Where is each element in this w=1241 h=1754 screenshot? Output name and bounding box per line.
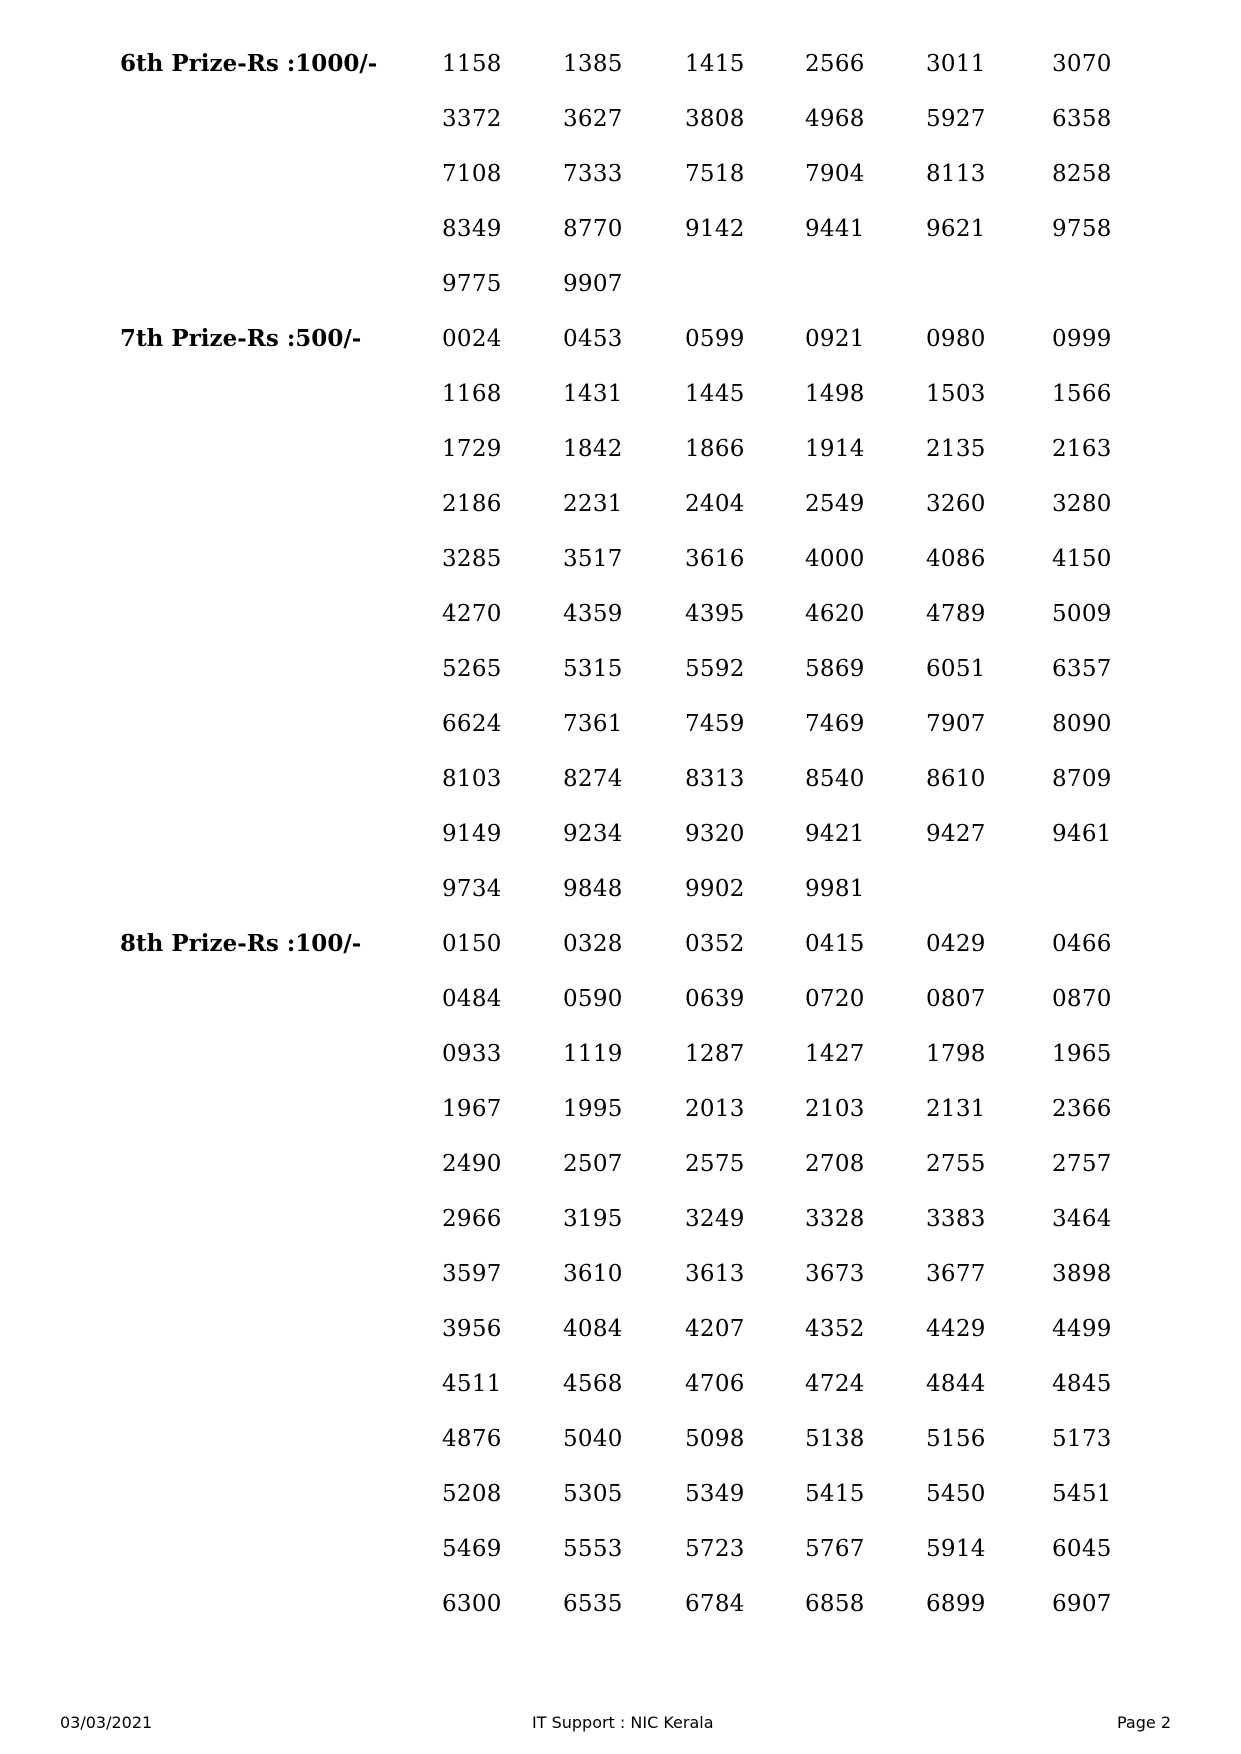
winning-number: 2575: [685, 1151, 745, 1177]
winning-number: 7108: [442, 161, 502, 187]
winning-number: 2013: [685, 1096, 745, 1122]
winning-number: 3070: [1052, 51, 1112, 77]
prize-label: 6th Prize-Rs :1000/-: [120, 50, 378, 77]
winning-number: 3610: [563, 1261, 623, 1287]
winning-number: 1866: [685, 436, 745, 462]
winning-number: 3616: [685, 546, 745, 572]
footer-page-number: Page 2: [1117, 1713, 1171, 1732]
winning-number: 1842: [563, 436, 623, 462]
winning-number: 4084: [563, 1316, 623, 1342]
winning-number: 6899: [926, 1591, 986, 1617]
winning-number: 0720: [805, 986, 865, 1012]
winning-number: 5469: [442, 1536, 502, 1562]
winning-number: 9902: [685, 876, 745, 902]
prize-number-row: [0, 214, 1241, 269]
prize-number-row: [0, 1479, 1241, 1534]
prize-number-row: [0, 159, 1241, 214]
winning-number: 0590: [563, 986, 623, 1012]
winning-number: 8540: [805, 766, 865, 792]
winning-number: 5156: [926, 1426, 986, 1452]
winning-number: 7904: [805, 161, 865, 187]
winning-number: 3517: [563, 546, 623, 572]
footer-date: 03/03/2021: [60, 1713, 153, 1732]
winning-number: 9461: [1052, 821, 1112, 847]
winning-number: 4429: [926, 1316, 986, 1342]
winning-number: 9320: [685, 821, 745, 847]
winning-number: 9234: [563, 821, 623, 847]
winning-number: 2566: [805, 51, 865, 77]
winning-number: 4150: [1052, 546, 1112, 572]
prize-number-row: [0, 104, 1241, 159]
winning-number: 8090: [1052, 711, 1112, 737]
winning-number: 3372: [442, 106, 502, 132]
winning-number: 2135: [926, 436, 986, 462]
prize-number-row: [0, 709, 1241, 764]
winning-number: 7469: [805, 711, 865, 737]
winning-number: 3011: [926, 51, 986, 77]
winning-number: 1168: [442, 381, 502, 407]
winning-number: 1729: [442, 436, 502, 462]
page-footer: [0, 1711, 1241, 1735]
winning-number: 4876: [442, 1426, 502, 1452]
winning-number: 4499: [1052, 1316, 1112, 1342]
winning-number: 7361: [563, 711, 623, 737]
winning-number: 8313: [685, 766, 745, 792]
winning-number: 9149: [442, 821, 502, 847]
winning-number: 2103: [805, 1096, 865, 1122]
prize-number-row: [0, 1259, 1241, 1314]
winning-number: 6858: [805, 1591, 865, 1617]
winning-number: 7907: [926, 711, 986, 737]
winning-number: 4207: [685, 1316, 745, 1342]
winning-number: 4845: [1052, 1371, 1112, 1397]
winning-number: 9621: [926, 216, 986, 242]
prize-number-row: [0, 929, 1241, 984]
winning-number: 9427: [926, 821, 986, 847]
winning-number: 1445: [685, 381, 745, 407]
winning-number: 8770: [563, 216, 623, 242]
winning-number: 2757: [1052, 1151, 1112, 1177]
winning-number: 0484: [442, 986, 502, 1012]
winning-number: 0999: [1052, 326, 1112, 352]
prize-section: [0, 49, 1241, 324]
prize-label: 7th Prize-Rs :500/-: [120, 325, 362, 352]
winning-number: 4568: [563, 1371, 623, 1397]
winning-number: 5349: [685, 1481, 745, 1507]
winning-number: 6907: [1052, 1591, 1112, 1617]
winning-number: 3673: [805, 1261, 865, 1287]
winning-number: 3898: [1052, 1261, 1112, 1287]
prize-number-row: [0, 1149, 1241, 1204]
winning-number: 6784: [685, 1591, 745, 1617]
winning-number: 3260: [926, 491, 986, 517]
winning-number: 3808: [685, 106, 745, 132]
prize-number-row: [0, 654, 1241, 709]
prize-number-row: [0, 984, 1241, 1039]
winning-number: 2231: [563, 491, 623, 517]
winning-number: 4789: [926, 601, 986, 627]
winning-number: 4086: [926, 546, 986, 572]
winning-number: 7459: [685, 711, 745, 737]
winning-number: 4706: [685, 1371, 745, 1397]
prize-number-row: [0, 1369, 1241, 1424]
winning-number: 4724: [805, 1371, 865, 1397]
winning-number: 0024: [442, 326, 502, 352]
winning-number: 1427: [805, 1041, 865, 1067]
winning-number: 5305: [563, 1481, 623, 1507]
winning-number: 5723: [685, 1536, 745, 1562]
winning-number: 1431: [563, 381, 623, 407]
winning-number: 2366: [1052, 1096, 1112, 1122]
winning-number: 0980: [926, 326, 986, 352]
prize-number-row: [0, 379, 1241, 434]
winning-number: 0328: [563, 931, 623, 957]
winning-number: 4968: [805, 106, 865, 132]
winning-number: 3677: [926, 1261, 986, 1287]
winning-number: 8113: [926, 161, 986, 187]
winning-number: 0807: [926, 986, 986, 1012]
winning-number: 0415: [805, 931, 865, 957]
winning-number: 9441: [805, 216, 865, 242]
winning-number: 6358: [1052, 106, 1112, 132]
winning-number: 5138: [805, 1426, 865, 1452]
winning-number: 5415: [805, 1481, 865, 1507]
winning-number: 3613: [685, 1261, 745, 1287]
prize-number-row: [0, 269, 1241, 324]
prize-number-row: [0, 764, 1241, 819]
winning-number: 8258: [1052, 161, 1112, 187]
winning-number: 5553: [563, 1536, 623, 1562]
winning-number: 0870: [1052, 986, 1112, 1012]
prize-number-row: [0, 1094, 1241, 1149]
winning-number: 3285: [442, 546, 502, 572]
winning-number: 1385: [563, 51, 623, 77]
winning-number: 3597: [442, 1261, 502, 1287]
winning-number: 1798: [926, 1041, 986, 1067]
prize-label: 8th Prize-Rs :100/-: [120, 930, 362, 957]
winning-number: 5450: [926, 1481, 986, 1507]
prize-number-row: [0, 489, 1241, 544]
winning-number: 2708: [805, 1151, 865, 1177]
winning-number: 4620: [805, 601, 865, 627]
winning-number: 4511: [442, 1371, 502, 1397]
winning-number: 1158: [442, 51, 502, 77]
winning-number: 5265: [442, 656, 502, 682]
winning-number: 0466: [1052, 931, 1112, 957]
winning-number: 6357: [1052, 656, 1112, 682]
winning-number: 8349: [442, 216, 502, 242]
winning-number: 2163: [1052, 436, 1112, 462]
winning-number: 9848: [563, 876, 623, 902]
winning-number: 0933: [442, 1041, 502, 1067]
prize-number-row: [0, 1424, 1241, 1479]
winning-number: 5927: [926, 106, 986, 132]
winning-number: 1914: [805, 436, 865, 462]
winning-number: 5914: [926, 1536, 986, 1562]
winning-number: 1967: [442, 1096, 502, 1122]
winning-number: 9758: [1052, 216, 1112, 242]
winning-number: 2507: [563, 1151, 623, 1177]
winning-number: 9421: [805, 821, 865, 847]
winning-number: 5451: [1052, 1481, 1112, 1507]
winning-number: 7333: [563, 161, 623, 187]
winning-number: 5315: [563, 656, 623, 682]
winning-number: 3464: [1052, 1206, 1112, 1232]
winning-number: 6535: [563, 1591, 623, 1617]
winning-number: 3280: [1052, 491, 1112, 517]
winning-number: 2549: [805, 491, 865, 517]
winning-number: 4000: [805, 546, 865, 572]
winning-number: 9734: [442, 876, 502, 902]
prize-number-row: [0, 1314, 1241, 1369]
winning-number: 5040: [563, 1426, 623, 1452]
winning-number: 2490: [442, 1151, 502, 1177]
winning-number: 4270: [442, 601, 502, 627]
winning-number: 0599: [685, 326, 745, 352]
winning-number: 2186: [442, 491, 502, 517]
prize-number-row: [0, 1534, 1241, 1589]
winning-number: 6051: [926, 656, 986, 682]
winning-number: 3956: [442, 1316, 502, 1342]
winning-number: 2404: [685, 491, 745, 517]
prize-section: [0, 929, 1241, 1644]
winning-number: 1287: [685, 1041, 745, 1067]
winning-number: 1995: [563, 1096, 623, 1122]
winning-number: 0352: [685, 931, 745, 957]
footer-support-text: IT Support : NIC Kerala: [532, 1713, 714, 1732]
winning-number: 8610: [926, 766, 986, 792]
winning-number: 4395: [685, 601, 745, 627]
winning-number: 3195: [563, 1206, 623, 1232]
prize-number-row: [0, 1204, 1241, 1259]
winning-number: 0453: [563, 326, 623, 352]
winning-number: 1498: [805, 381, 865, 407]
winning-number: 5869: [805, 656, 865, 682]
winning-number: 4352: [805, 1316, 865, 1342]
winning-number: 9775: [442, 271, 502, 297]
winning-number: 5098: [685, 1426, 745, 1452]
winning-number: 0921: [805, 326, 865, 352]
prize-number-row: [0, 434, 1241, 489]
winning-number: 5592: [685, 656, 745, 682]
winning-number: 4359: [563, 601, 623, 627]
winning-number: 7518: [685, 161, 745, 187]
winning-number: 1566: [1052, 381, 1112, 407]
winning-number: 6300: [442, 1591, 502, 1617]
winning-number: 2755: [926, 1151, 986, 1177]
prize-section: [0, 324, 1241, 929]
winning-number: 6045: [1052, 1536, 1112, 1562]
winning-number: 0429: [926, 931, 986, 957]
prize-number-row: [0, 49, 1241, 104]
winning-number: 5009: [1052, 601, 1112, 627]
winning-number: 1503: [926, 381, 986, 407]
winning-number: 1965: [1052, 1041, 1112, 1067]
prize-list: [0, 49, 1241, 1644]
winning-number: 9981: [805, 876, 865, 902]
winning-number: 0639: [685, 986, 745, 1012]
winning-number: 1119: [563, 1041, 623, 1067]
prize-number-row: [0, 1589, 1241, 1644]
winning-number: 5208: [442, 1481, 502, 1507]
prize-number-row: [0, 544, 1241, 599]
prize-number-row: [0, 874, 1241, 929]
winning-number: 5173: [1052, 1426, 1112, 1452]
winning-number: 3328: [805, 1206, 865, 1232]
winning-number: 4844: [926, 1371, 986, 1397]
winning-number: 9142: [685, 216, 745, 242]
prize-number-row: [0, 599, 1241, 654]
winning-number: 3383: [926, 1206, 986, 1232]
prize-number-row: [0, 1039, 1241, 1094]
winning-number: 2131: [926, 1096, 986, 1122]
prize-number-row: [0, 324, 1241, 379]
winning-number: 8274: [563, 766, 623, 792]
winning-number: 0150: [442, 931, 502, 957]
winning-number: 8103: [442, 766, 502, 792]
winning-number: 3249: [685, 1206, 745, 1232]
winning-number: 9907: [563, 271, 623, 297]
winning-number: 2966: [442, 1206, 502, 1232]
winning-number: 6624: [442, 711, 502, 737]
winning-number: 8709: [1052, 766, 1112, 792]
prize-number-row: [0, 819, 1241, 874]
winning-number: 3627: [563, 106, 623, 132]
winning-number: 1415: [685, 51, 745, 77]
winning-number: 5767: [805, 1536, 865, 1562]
